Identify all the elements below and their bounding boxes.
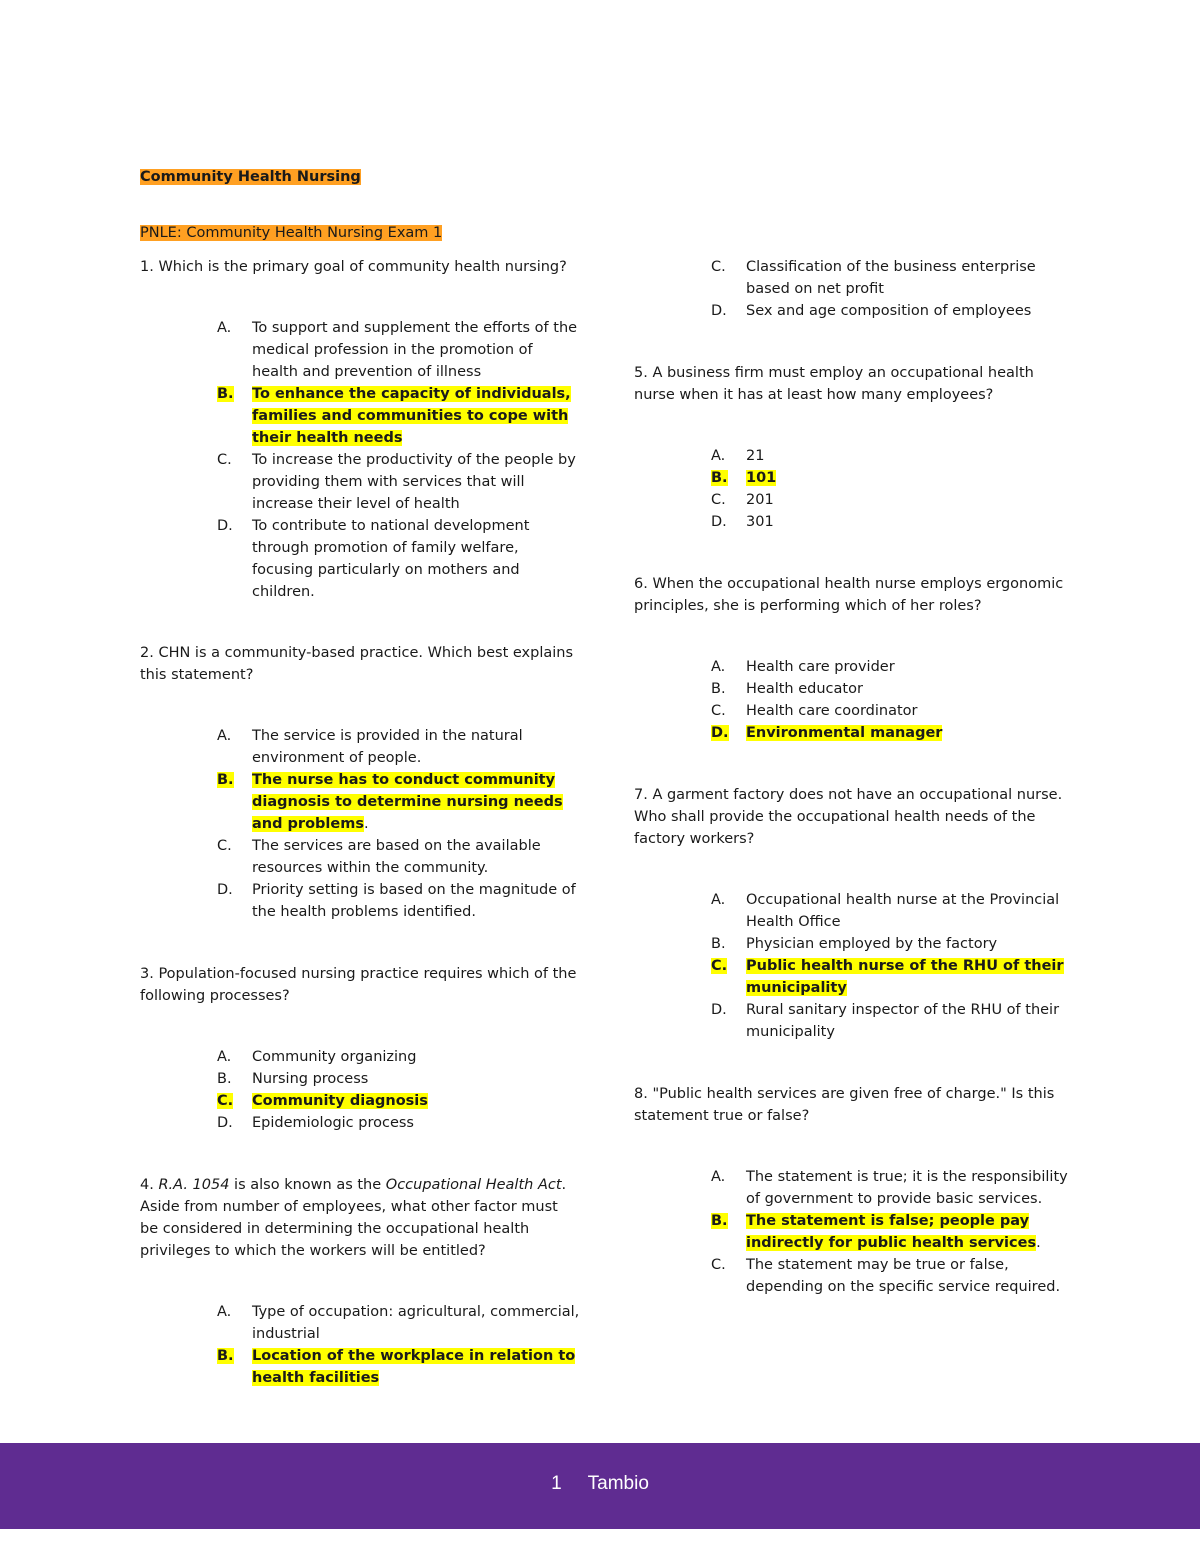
question-text: 3. Population-focused nursing practice requires which of the following processes?: [140, 966, 577, 1004]
option-a: A. Community organizing: [217, 1049, 417, 1065]
option-d: D. To contribute to national development through promotion of family welfare, focusing particularly on mothers and children.: [217, 518, 530, 600]
options-list: [140, 725, 580, 923]
option-c: C. Health care coordinator: [711, 703, 918, 719]
option-c: C. To increase the productivity of the people by providing them with services that will increase their level of health: [217, 452, 576, 512]
question-6: [634, 573, 1074, 744]
question-3: [140, 963, 580, 1134]
question-text: 4. R.A. 1054 is also known as the Occupational Health Act. Aside from number of employees, what other factor must be considered in determining the occupational health privileges to which the workers will be entitled?: [140, 1177, 567, 1259]
right-column: [634, 256, 1074, 1338]
option-c-correct: C. Community diagnosis: [217, 1093, 428, 1109]
left-column: [140, 256, 580, 1429]
option-b-correct: B. The statement is false; people pay indirectly for public health services.: [711, 1213, 1041, 1251]
option-d: D. Rural sanitary inspector of the RHU of their municipality: [711, 1002, 1060, 1040]
question-text: 1. Which is the primary goal of community health nursing?: [140, 259, 567, 275]
option-c: C. The statement may be true or false, depending on the specific service required.: [711, 1257, 1061, 1295]
option-a: A. Health care provider: [711, 659, 895, 675]
option-c-correct: C. Public health nurse of the RHU of their municipality: [711, 958, 1064, 996]
option-b-correct: B. The nurse has to conduct community diagnosis to determine nursing needs and problems.: [217, 772, 563, 832]
question-text: 6. When the occupational health nurse employs ergonomic principles, she is performing which of her roles?: [634, 576, 1064, 614]
option-a: A. The service is provided in the natural environment of people.: [217, 728, 523, 766]
option-c: C. The services are based on the available resources within the community.: [217, 838, 541, 876]
option-d: D. Sex and age composition of employees: [711, 303, 1032, 319]
option-b: B. Health educator: [711, 681, 863, 697]
question-8: [634, 1083, 1074, 1298]
question-text: 2. CHN is a community-based practice. Which best explains this statement?: [140, 645, 574, 683]
option-a: A. 21: [711, 448, 765, 464]
question-5: [634, 362, 1074, 533]
question-4: [140, 1174, 580, 1389]
options-list: [634, 889, 1074, 1043]
option-b: B. Nursing process: [217, 1071, 369, 1087]
option-b: B. Physician employed by the factory: [711, 936, 998, 952]
options-list: [634, 656, 1074, 744]
question-text: 7. A garment factory does not have an occupational nurse. Who shall provide the occupational health needs of the factory workers?: [634, 787, 1063, 847]
options-list: [140, 1046, 580, 1134]
question-1: [140, 256, 580, 603]
question-7: [634, 784, 1074, 1043]
page-footer: [0, 1443, 1200, 1529]
option-d: D. Priority setting is based on the magnitude of the health problems identified.: [217, 882, 576, 920]
option-a: A. Occupational health nurse at the Provincial Health Office: [711, 892, 1060, 930]
document-subtitle: PNLE: Community Health Nursing Exam 1: [140, 225, 443, 241]
option-a: A. The statement is true; it is the responsibility of government to provide basic services.: [711, 1169, 1068, 1207]
question-text: 5. A business firm must employ an occupational health nurse when it has at least how many employees?: [634, 365, 1034, 403]
footer-text: [0, 1469, 1200, 1499]
options-list: [634, 445, 1074, 533]
question-2: [140, 642, 580, 923]
option-d-correct: D. Environmental manager: [711, 725, 943, 741]
footer-author: Tambio: [587, 1473, 649, 1494]
option-b-correct: B. 101: [711, 470, 777, 486]
options-list: [634, 256, 1074, 322]
option-d: D. 301: [711, 514, 774, 530]
option-c: C. Classification of the business enterprise based on net profit: [711, 259, 1036, 297]
option-b-correct: B. To enhance the capacity of individuals, families and communities to cope with their health needs: [217, 386, 571, 446]
options-list: [140, 317, 580, 603]
options-list: [634, 1166, 1074, 1298]
option-d: D. Epidemiologic process: [217, 1115, 414, 1131]
page-number: 1: [551, 1473, 562, 1494]
option-c: C. 201: [711, 492, 774, 508]
option-a: A. To support and supplement the efforts of the medical profession in the promotion of health and prevention of illness: [217, 320, 578, 380]
options-list: [140, 1301, 580, 1389]
option-a: A. Type of occupation: agricultural, commercial, industrial: [217, 1304, 580, 1342]
option-b-correct: B. Location of the workplace in relation to health facilities: [217, 1348, 576, 1386]
document-title: Community Health Nursing: [140, 169, 361, 185]
question-text: 8. "Public health services are given free of charge." Is this statement true or false?: [634, 1086, 1055, 1124]
question-4-continued: [634, 256, 1074, 322]
